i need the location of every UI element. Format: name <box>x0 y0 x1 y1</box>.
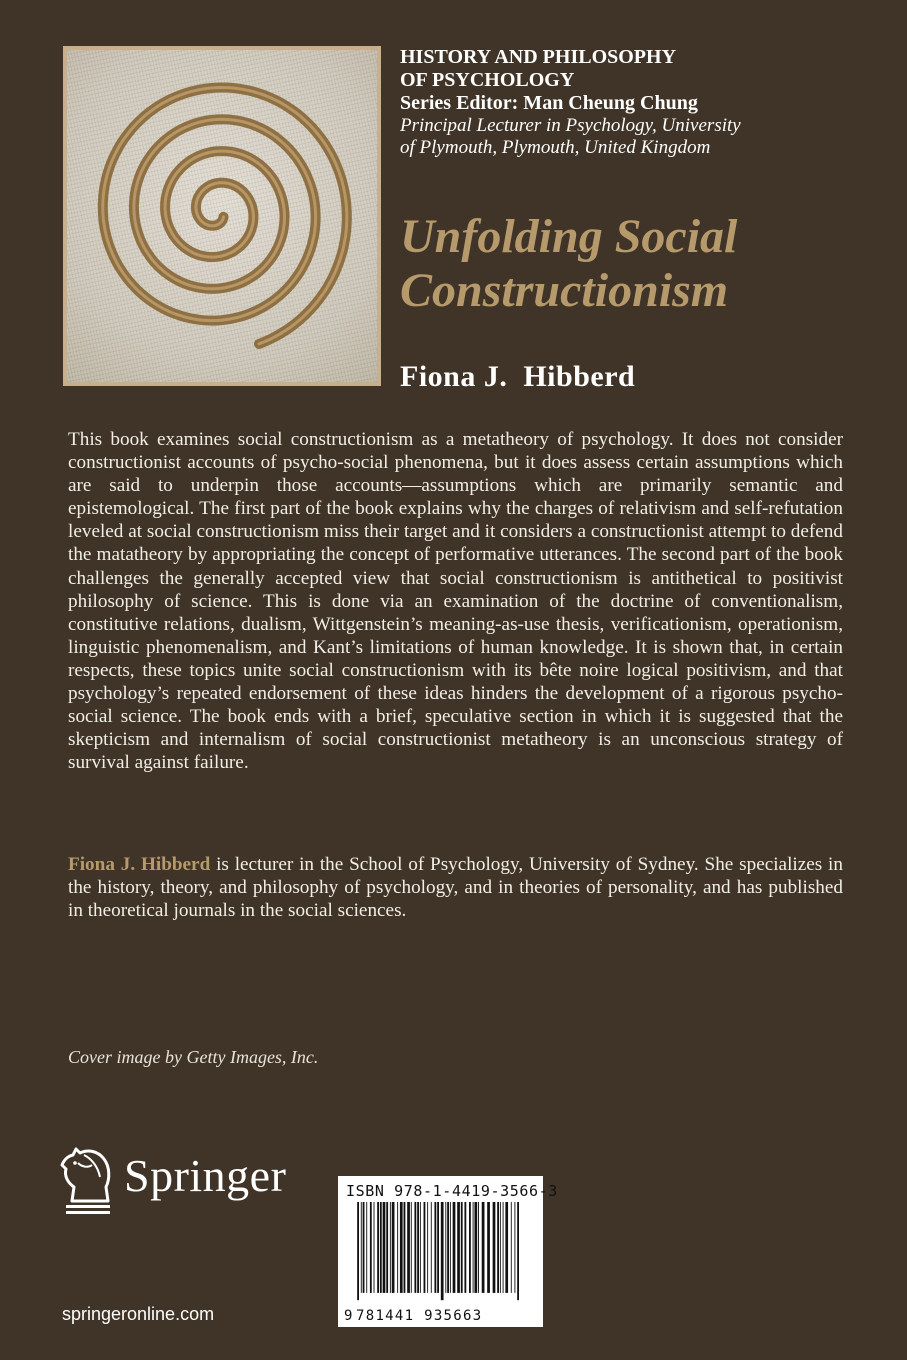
series-title-line1: HISTORY AND PHILOSOPHY <box>400 46 677 68</box>
series-info <box>400 46 870 159</box>
barcode-bar <box>473 1202 474 1293</box>
barcode-bar <box>404 1202 406 1293</box>
barcode-bar <box>392 1202 395 1293</box>
bio-text: is lecturer in the School of Psychology, University of Sydney. She specializes in the history, theory, and philosophy of psychology, and in theories of personality, and has published in theoretical journals in the social sciences. <box>68 854 843 922</box>
barcode-bar <box>361 1202 362 1293</box>
isbn-barcode <box>338 1176 558 1327</box>
barcode-bar <box>493 1202 496 1293</box>
barcode-bar <box>411 1202 412 1293</box>
barcode-bar <box>374 1202 375 1293</box>
barcode-bar <box>497 1202 499 1293</box>
barcode-bar <box>424 1202 426 1293</box>
barcode-bar <box>514 1202 515 1293</box>
barcode-bar <box>447 1202 449 1293</box>
barcode-bar <box>407 1202 410 1293</box>
barcode-bar <box>505 1202 508 1293</box>
barcode-bar <box>450 1202 451 1293</box>
barcode-bar <box>420 1202 421 1293</box>
barcode-bar <box>437 1202 439 1293</box>
barcode-digits-rest: 781441 935663 <box>356 1308 483 1324</box>
barcode-bar <box>487 1202 490 1293</box>
cover-credit: Cover image by Getty Images, Inc. <box>68 1047 319 1067</box>
book-title <box>400 210 880 318</box>
barcode-bar <box>464 1202 466 1293</box>
barcode-digit-first: 9 <box>344 1308 353 1324</box>
book-title-line2: Constructionism <box>400 264 729 317</box>
barcode-bar <box>431 1202 432 1293</box>
barcode <box>344 1202 534 1302</box>
barcode-bar <box>469 1202 471 1293</box>
barcode-bar <box>380 1202 382 1293</box>
barcode-bar <box>500 1202 501 1293</box>
springer-wordmark: Springer <box>124 1150 287 1201</box>
editor-affiliation-line1: Principal Lecturer in Psychology, University <box>400 115 741 136</box>
barcode-bar <box>386 1202 388 1293</box>
barcode-bar <box>377 1202 379 1293</box>
barcode-bar <box>453 1202 456 1293</box>
barcode-bar <box>482 1202 485 1293</box>
barcode-bar <box>357 1202 359 1300</box>
barcode-bar <box>390 1202 391 1293</box>
barcode-bar <box>441 1202 444 1300</box>
barcode-bar <box>370 1202 372 1293</box>
barcode-digits <box>344 1308 536 1324</box>
barcode-bar <box>503 1202 504 1293</box>
book-title-line1: Unfolding Social <box>400 210 738 263</box>
springer-logo <box>58 1143 308 1218</box>
spiral-icon <box>67 50 377 382</box>
barcode-bar <box>397 1202 398 1293</box>
barcode-bar <box>417 1202 419 1293</box>
barcode-bar <box>457 1202 460 1293</box>
barcode-bar <box>461 1202 463 1293</box>
author-bio <box>68 853 843 922</box>
series-title-line2: OF PSYCHOLOGY <box>400 69 575 91</box>
barcode-bar <box>383 1202 386 1293</box>
isbn-label: ISBN 978-1-4419-3566-3 <box>346 1182 558 1200</box>
author-name: Fiona J. Hibberd <box>400 360 636 393</box>
editor-affiliation-line2: of Plymouth, Plymouth, United Kingdom <box>400 137 711 158</box>
barcode-bar <box>511 1202 512 1293</box>
publisher-url[interactable]: springeronline.com <box>62 1304 215 1324</box>
barcode-bar <box>474 1202 477 1293</box>
bio-author-name: Fiona J. Hibberd <box>68 854 211 875</box>
barcode-bar <box>478 1202 479 1293</box>
spiral-cover-image <box>67 50 377 382</box>
barcode-bar <box>445 1202 446 1293</box>
barcode-bar <box>517 1202 519 1300</box>
book-description: This book examines social constructionism as a metatheory of psychology. It does not consider constructionist accounts of psycho-social phenomena, but it does assess certain assumptions which are said to underpin those accounts—assumptions which are primarily semantic and epistemological. The first part of the book explains why the charges of relativism and self-refutation leveled at social constructionism miss their target and it considers a constructionist attempt to defend the matatheory by appropriating the concept of performative utterances. The second part of the book challenges the generally accepted view that social constructionism is antithetical to positivist philosophy of science. This is done via an examination of the doctrine of conventionalism, constitutive relations, dualism, Wittgenstein’s meaning-as-use thesis, verificationism, operationism, linguistic phenomenalism, and Kant’s limitations of human knowledge. It is shown that, in certain respects, these topics unite social constructionism with its bête noire logical positivism, and that psychology’s repeated endorsement of these ideas hinders the development of a rigorous psycho-social science. The book ends with a brief, speculative section in which it is suggested that the skepticism and internalism of social constructionist metatheory is an unconscious strategy of survival against failure. <box>68 429 843 774</box>
barcode-bar <box>400 1202 403 1293</box>
barcode-bar <box>434 1202 436 1293</box>
barcode-bar <box>366 1202 367 1293</box>
cover-image-frame <box>63 46 381 386</box>
barcode-bar <box>427 1202 428 1293</box>
barcode-bar <box>414 1202 416 1293</box>
springer-horse-icon <box>58 1143 118 1218</box>
series-editor: Series Editor: Man Cheung Chung <box>400 92 698 114</box>
barcode-bar <box>363 1202 365 1293</box>
